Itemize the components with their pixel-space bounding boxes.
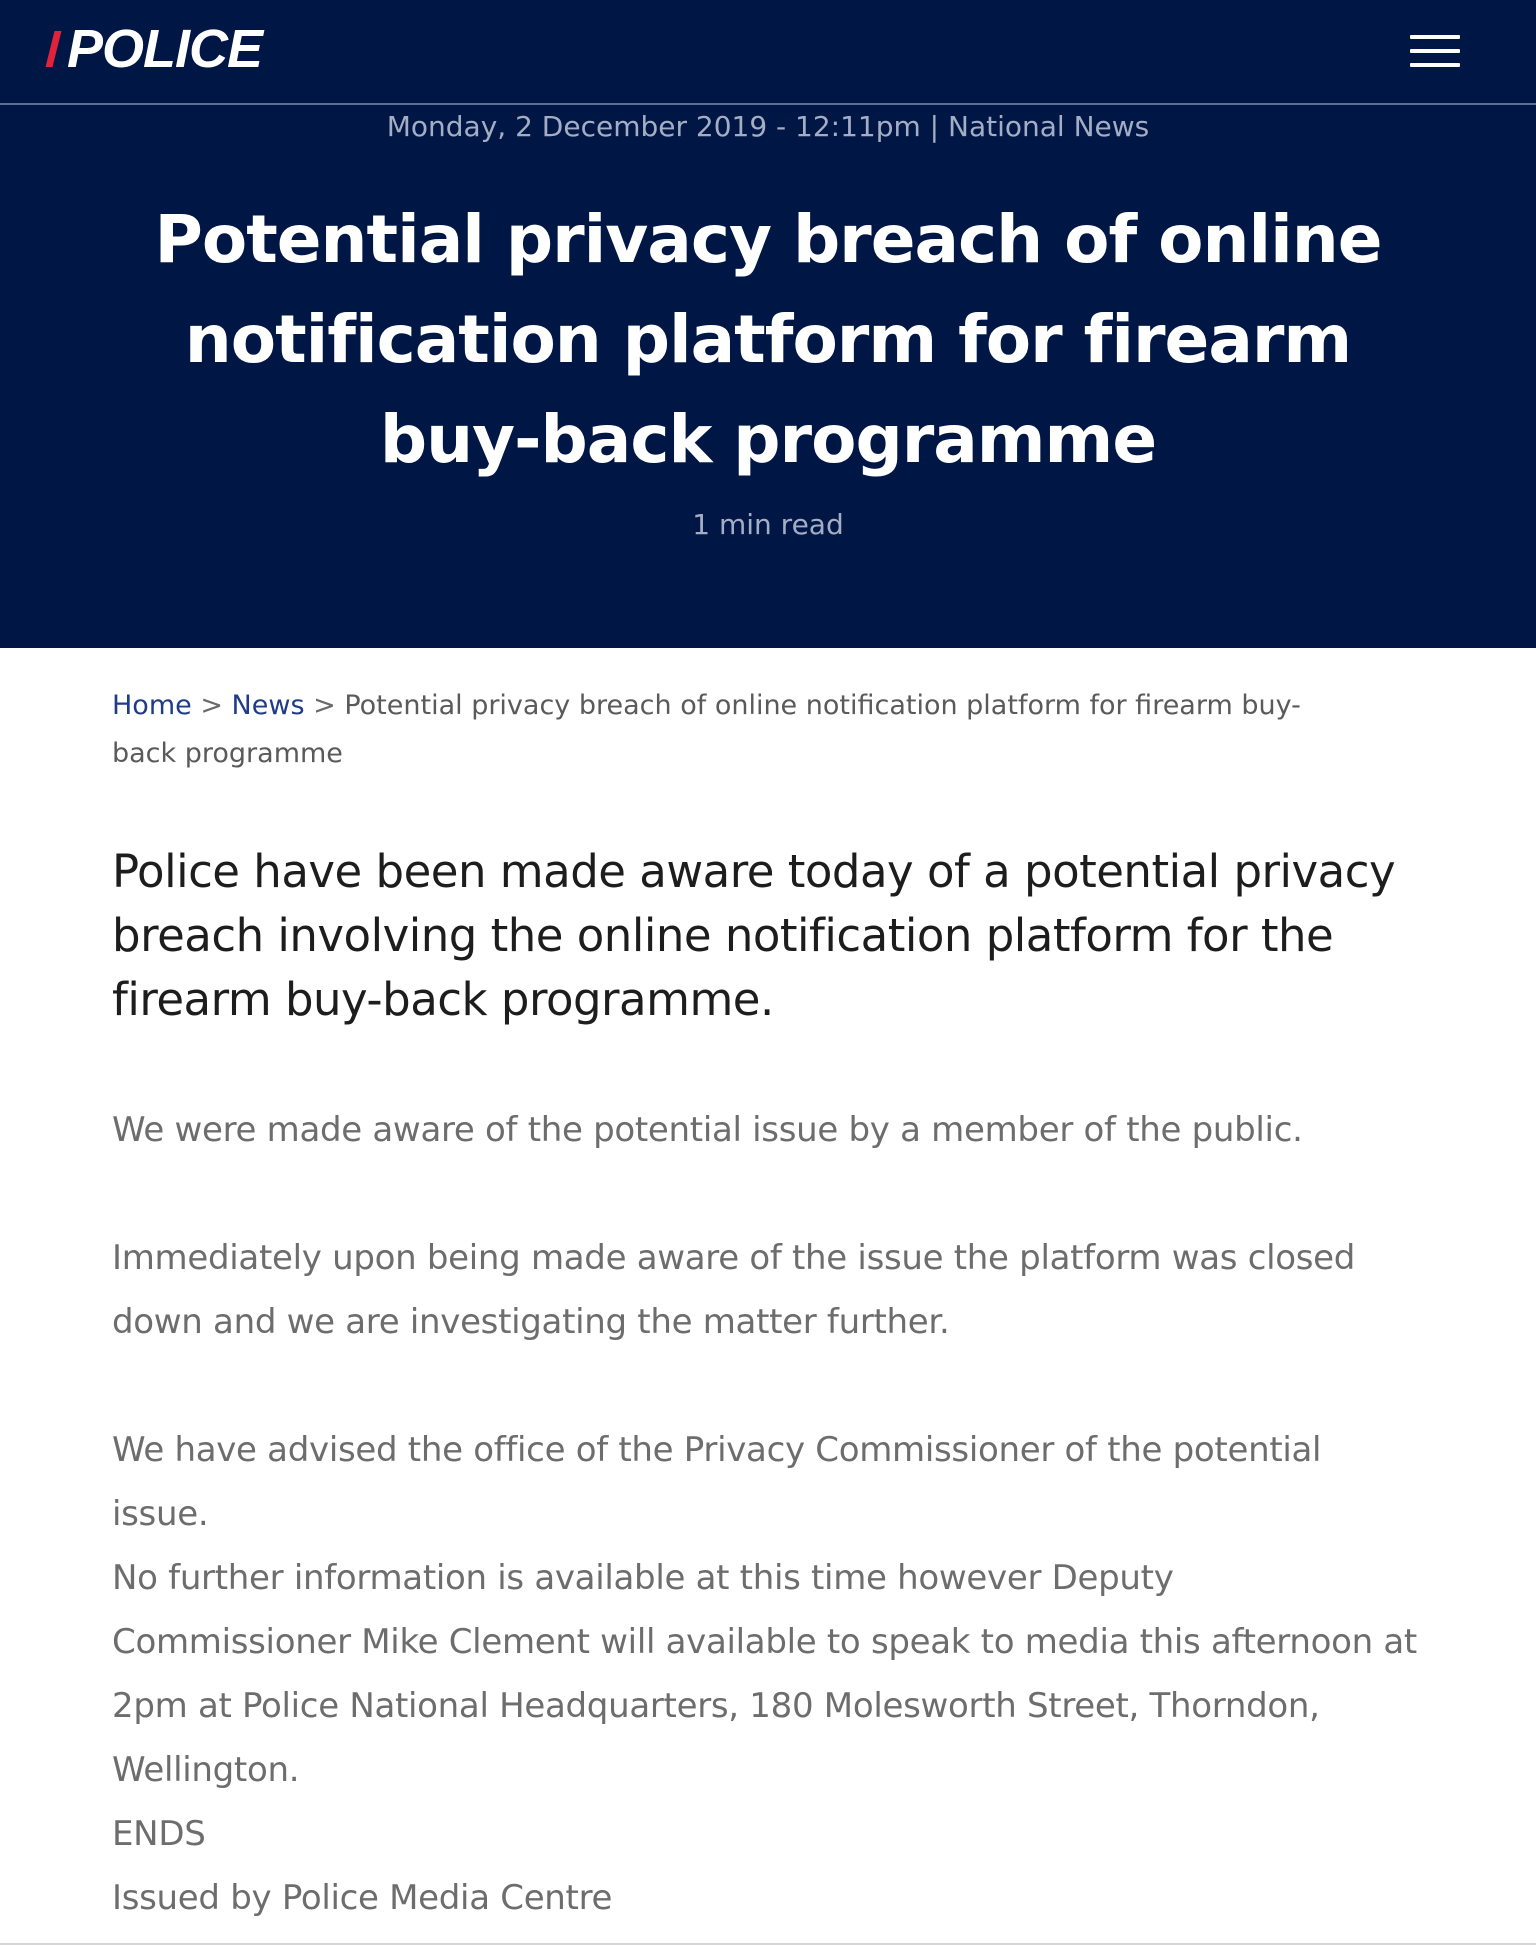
article-lead: Police have been made aware today of a potential privacy breach involving the online notification platform for the firearm buy-back programme. [112,845,1396,1026]
issued-by: Issued by Police Media Centre [112,1878,613,1918]
hamburger-menu-icon[interactable] [1410,33,1460,69]
article-paragraph: No further information is available at this time however Deputy Commissioner Mike Clement will available to speak to media this afternoon at 2pm at Police National Headquarters, 180 Molesworth Street, Thorndon, Wellington. [112,1558,1417,1790]
logo-red-slash [46,31,62,67]
logo-text: POLICE [67,19,263,79]
breadcrumb-separator: > [313,690,336,721]
article-paragraph: We have advised the office of the Privacy Commissioner of the potential issue. [112,1430,1322,1534]
site-header [0,0,1536,105]
article-ends: ENDS [112,1814,206,1854]
article-paragraph: We were made aware of the potential issue by a member of the public. [112,1110,1303,1150]
article-date-category: Monday, 2 December 2019 - 12:11pm | National News [386,110,1150,143]
article-hero [0,105,1536,648]
article-title: Potential privacy breach of online notification platform for firearm buy-back programme [154,201,1382,478]
breadcrumb-home-link[interactable]: Home [112,690,192,721]
menu-line [1410,63,1460,67]
menu-line [1410,35,1460,39]
breadcrumb-current: Potential privacy breach of online notification platform for firearm buy-back programme [112,690,1301,769]
menu-line [1410,49,1460,53]
police-logo[interactable] [50,14,262,84]
breadcrumb [112,682,1352,778]
breadcrumb-separator: > [200,690,223,721]
article-paragraph: Immediately upon being made aware of the issue the platform was closed down and we are investigating the matter further. [112,1238,1356,1342]
breadcrumb-news-link[interactable]: News [231,690,305,721]
read-time: 1 min read [692,508,844,541]
